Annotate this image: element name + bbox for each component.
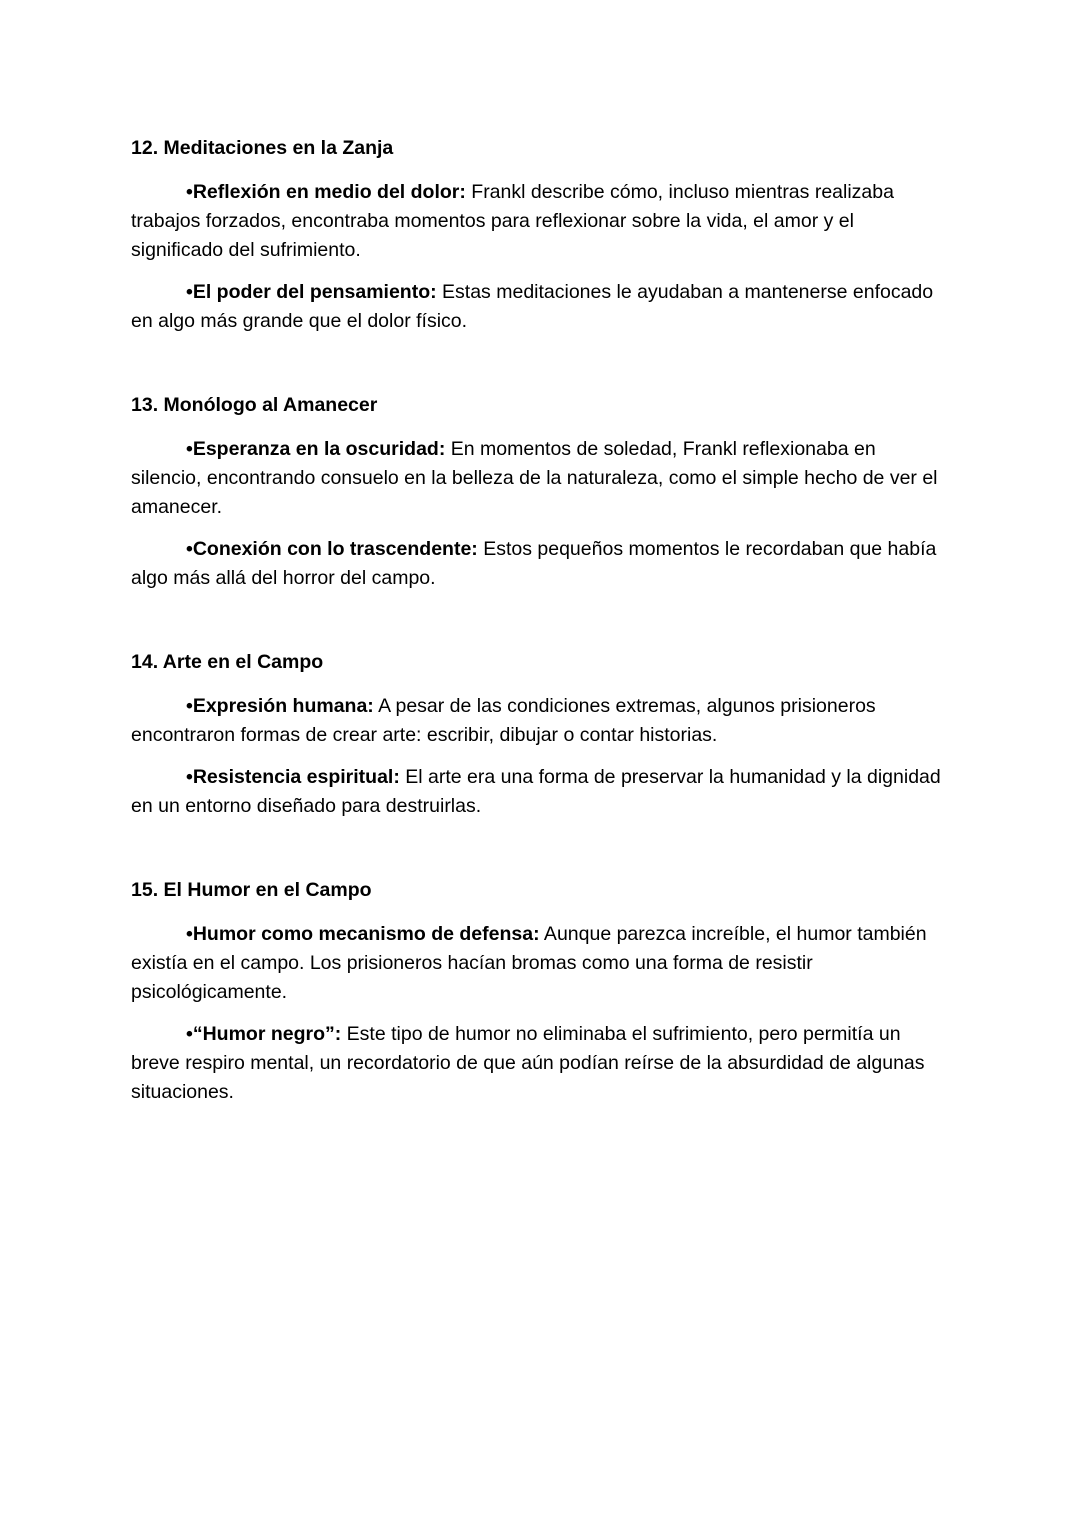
bullet-label: •Expresión humana:: [186, 695, 374, 717]
section-el-humor-en-el-campo: [131, 876, 949, 1107]
bullet-label: •Conexión con lo trascendente:: [186, 538, 478, 560]
section-heading: 14. Arte en el Campo: [131, 651, 324, 673]
bullet-text: Aunque parezca increíble, el humor también existía en el campo. Los prisioneros hacían bromas como una forma de resistir psicológicamente.: [131, 923, 927, 1003]
bullet-text: En momentos de soledad, Frankl reflexionaba en silencio, encontrando consuelo en la belleza de la naturaleza, como el simple hecho de ver el amanecer.: [131, 438, 938, 518]
section-heading: 15. El Humor en el Campo: [131, 879, 372, 901]
bullet-paragraph: [131, 920, 949, 1007]
section-meditaciones-en-la-zanja: [131, 134, 949, 336]
bullet-paragraph: [131, 535, 949, 593]
bullet-paragraph: [131, 1020, 949, 1107]
bullet-label: •El poder del pensamiento:: [186, 281, 437, 303]
section-heading: 13. Monólogo al Amanecer: [131, 394, 378, 416]
bullet-text: Estas meditaciones le ayudaban a mantenerse enfocado en algo más grande que el dolor físico.: [131, 281, 934, 332]
section-arte-en-el-campo: [131, 648, 949, 821]
bullet-paragraph: [131, 435, 949, 522]
bullet-paragraph: [131, 278, 949, 336]
section-heading: 12. Meditaciones en la Zanja: [131, 137, 394, 159]
bullet-text: El arte era una forma de preservar la humanidad y la dignidad en un entorno diseñado para destruirlas.: [131, 766, 941, 817]
bullet-text: Frankl describe cómo, incluso mientras realizaba trabajos forzados, encontraba momentos para reflexionar sobre la vida, el amor y el significado del sufrimiento.: [131, 181, 894, 261]
bullet-paragraph: [131, 692, 949, 750]
section-monologo-al-amanecer: [131, 391, 949, 593]
bullet-label: •Reflexión en medio del dolor:: [186, 181, 466, 203]
bullet-text: Este tipo de humor no eliminaba el sufrimiento, pero permitía un breve respiro mental, un recordatorio de que aún podían reírse de la absurdidad de algunas situaciones.: [131, 1023, 925, 1103]
bullet-paragraph: [131, 763, 949, 821]
bullet-label: •Resistencia espiritual:: [186, 766, 400, 788]
bullet-text: A pesar de las condiciones extremas, algunos prisioneros encontraron formas de crear arte: escribir, dibujar o contar historias.: [131, 695, 876, 746]
bullet-paragraph: [131, 178, 949, 265]
bullet-text: Estos pequeños momentos le recordaban que había algo más allá del horror del campo.: [131, 538, 937, 589]
bullet-label: •Humor como mecanismo de defensa:: [186, 923, 540, 945]
bullet-label: •“Humor negro”:: [186, 1023, 342, 1045]
bullet-label: •Esperanza en la oscuridad:: [186, 438, 446, 460]
